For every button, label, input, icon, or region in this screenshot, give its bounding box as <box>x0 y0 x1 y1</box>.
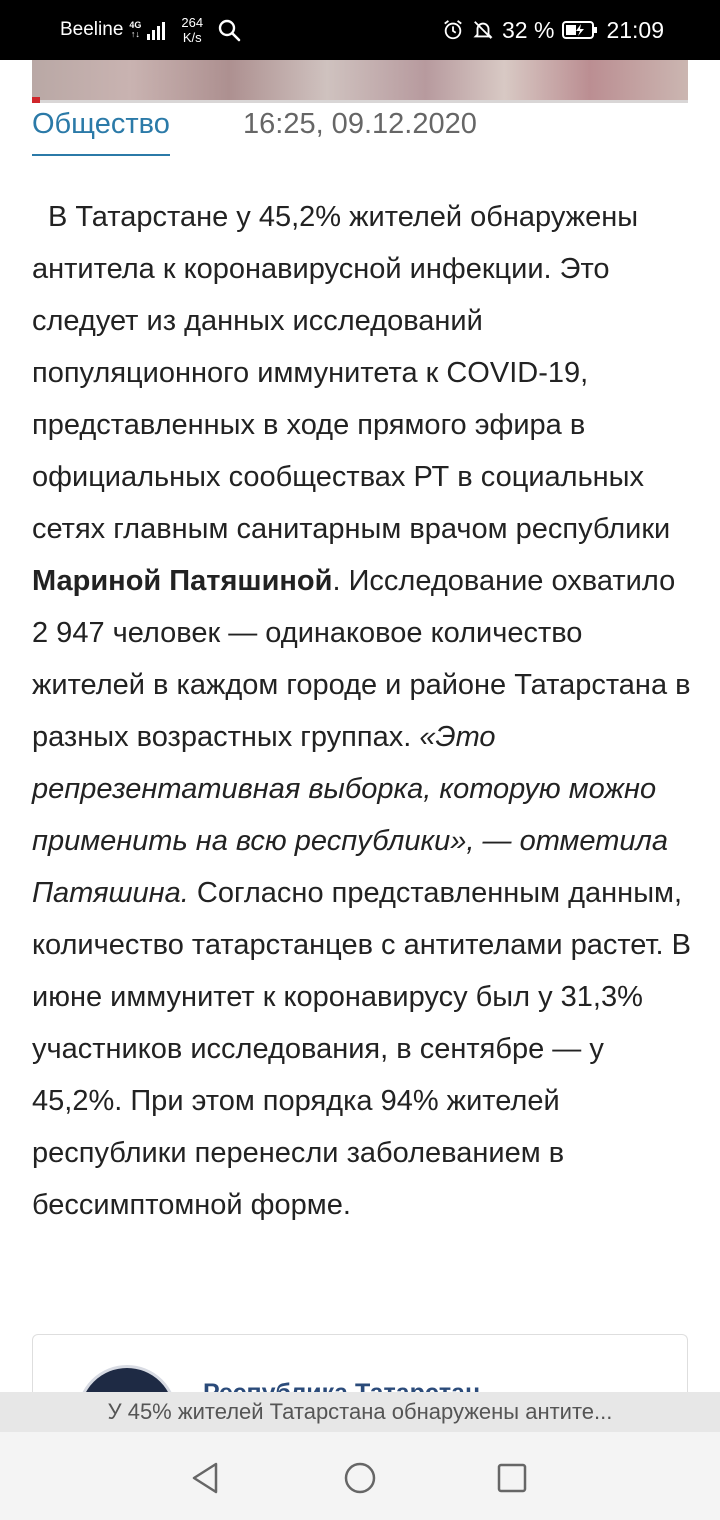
publish-datetime: 16:25, 09.12.2020 <box>243 108 477 140</box>
article-meta <box>32 104 688 154</box>
page-title-strip[interactable] <box>0 1392 720 1432</box>
recent-apps-icon <box>494 1460 530 1496</box>
article-quote: «Это репрезентативная выборка, которую можно применить на всю республики», — отметила Патяшина. <box>32 721 669 909</box>
network-type-label: 4G <box>129 20 142 30</box>
article-text-2: . Исследование охватило 2 947 человек — одинаковое количество жителей в каждом городе и районе Татарстана в разных возрастных группах. <box>32 565 691 753</box>
network-speed-value: 264 <box>181 15 204 30</box>
status-left <box>60 0 241 60</box>
network-speed-unit: K/s <box>182 30 202 45</box>
recent-apps-button[interactable] <box>492 1458 532 1498</box>
system-nav-bar <box>0 1432 720 1520</box>
person-name: Мариной Патяшиной <box>32 565 333 597</box>
hero-divider <box>32 100 688 103</box>
back-icon <box>188 1460 224 1496</box>
article-text-1: В Татарстане у 45,2% жителей обнаружены антитела к коронавирусной инфекции. Это следует из данных исследований популяционного иммунитета к COVID-19, представленных в ходе прямого эфира в официальных сообществах РТ в социальных сетях главным санитарным врачом республики <box>32 201 671 545</box>
category-link[interactable]: Общество <box>32 104 170 156</box>
carrier-name: Beeline <box>60 19 124 40</box>
back-button[interactable] <box>186 1458 226 1498</box>
alarm-icon <box>442 19 464 41</box>
article-hero-image <box>32 60 688 100</box>
network-type-icon <box>129 21 141 39</box>
home-icon <box>342 1460 378 1496</box>
status-bar <box>0 0 720 60</box>
page-title: У 45% жителей Татарстана обнаружены антите... <box>107 1399 613 1424</box>
home-button[interactable] <box>340 1458 380 1498</box>
network-activity-label: ↑↓ <box>130 29 140 39</box>
status-right <box>442 0 664 60</box>
article-paragraph <box>32 191 696 1231</box>
mute-icon <box>472 19 494 41</box>
article-text-3: Согласно представленным данным, количество татарстанцев с антителами растет. В июне иммунитет к коронавирусу был у 31,3% участников исследования, в сентябре — у 45,2%. При этом порядка 94% жителей республики перенесли заболеванием в бессимптомной форме. <box>32 877 691 1221</box>
image-progress-marker <box>32 97 40 103</box>
battery-icon <box>562 20 598 40</box>
article-body <box>32 191 696 1231</box>
network-speed <box>181 15 203 45</box>
search-icon <box>217 18 241 42</box>
clock: 21:09 <box>606 16 664 43</box>
signal-bars-icon <box>147 20 165 40</box>
battery-percent: 32 % <box>502 16 555 43</box>
